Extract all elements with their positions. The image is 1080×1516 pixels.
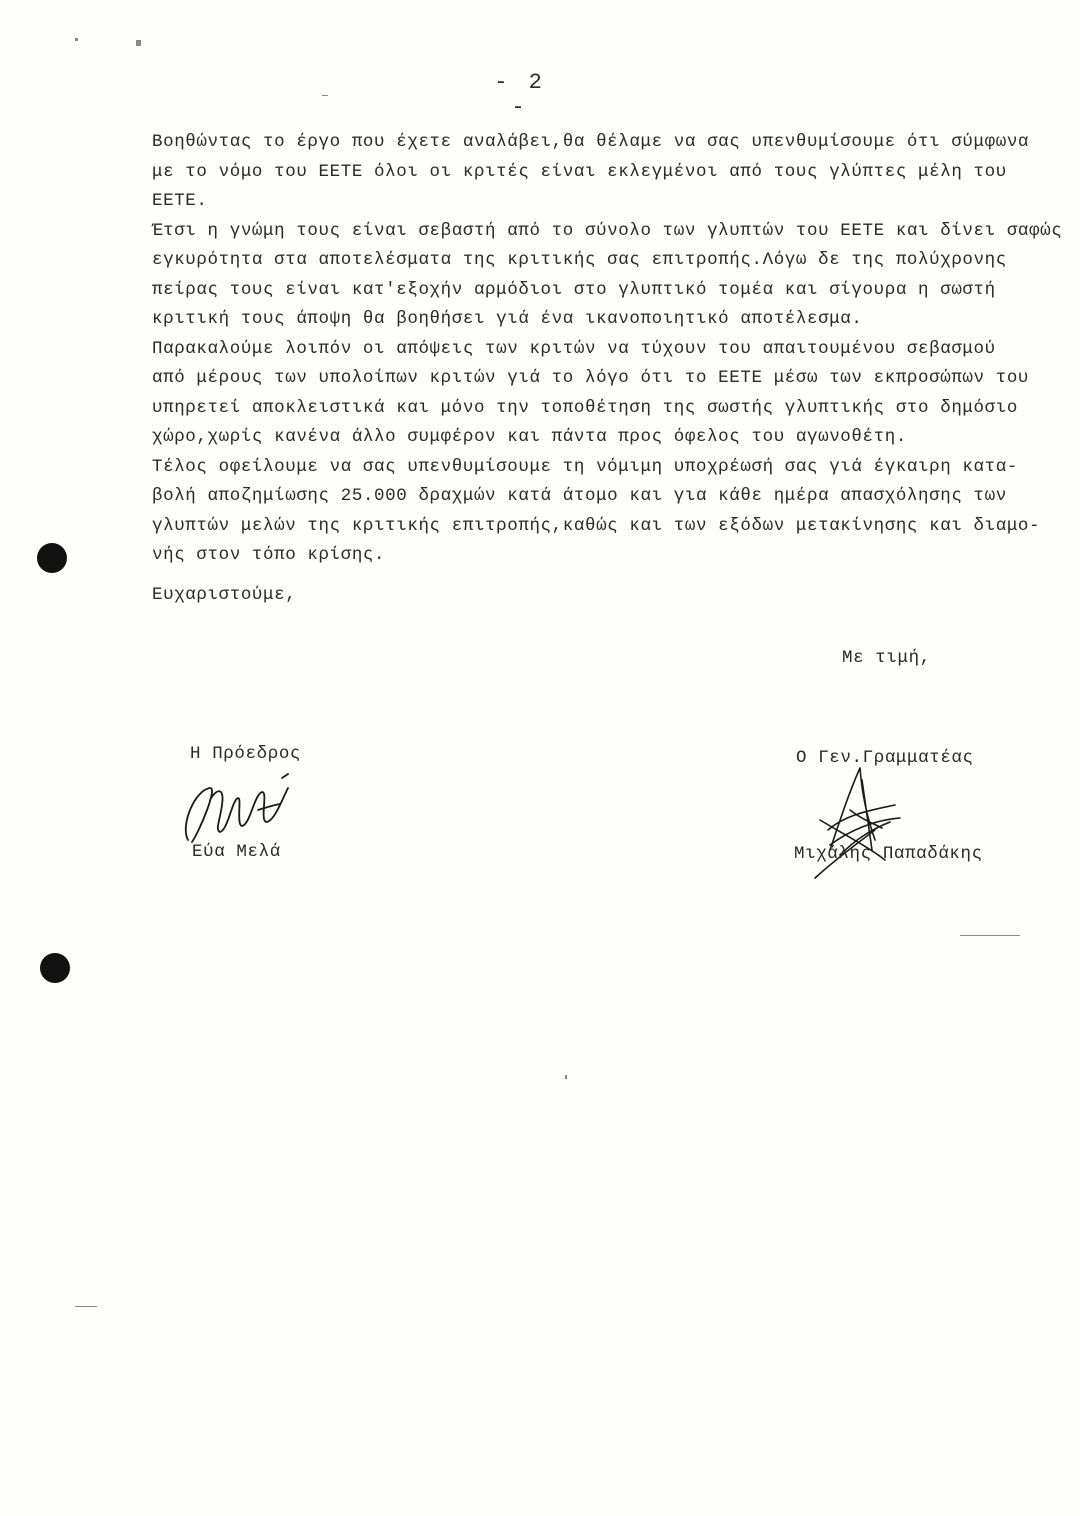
scan-speck (322, 95, 328, 96)
body-line: νής στον τόπο κρίσης. (152, 545, 386, 565)
body-line: εγκυρότητα στα αποτελέσματα της κριτικής σας επιτροπής.Λόγω δε της πολύχρονης (152, 250, 1007, 270)
body-line: Έτσι η γνώμη τους είναι σεβαστή από το σύνολο των γλυπτών του ΕΕΤΕ και δίνει σαφώς (152, 220, 1063, 241)
body-line: Βοηθώντας το έργο που έχετε αναλάβει,θα θέλαμε να σας υπενθυμίσουμε ότι σύμφωνα (152, 132, 1030, 152)
page-number: - 2 - (494, 70, 546, 120)
letter-body (152, 128, 1063, 571)
body-line: γλυπτών μελών της κριτικής επιτροπής,καθώς και των εξόδων μετακίνησης και διαμο- (152, 515, 1041, 536)
hole-punch (40, 953, 70, 983)
closing-thanks: Ευχαριστούμε, (152, 585, 297, 605)
regards: Με τιμή, (842, 648, 931, 668)
scan-speck (960, 935, 1020, 936)
body-line: πείρας τους είναι κατ'εξοχήν αρμόδιοι στο γλυπτικό τομέα και σίγουρα η σωστή (152, 279, 996, 300)
body-line: από μέρους των υπολοίπων κριτών γιά το λόγο ότι το ΕΕΤΕ μέσω των εκπροσώπων του (152, 368, 1030, 388)
scan-speck (75, 38, 78, 41)
body-line: χώρο,χωρίς κανένα άλλο συμφέρον και πάντα προς όφελος του αγωνοθέτη. (152, 427, 907, 447)
body-line: υπηρετεί αποκλειστικά και μόνο την τοποθέτηση της σωστής γλυπτικής στο δημόσιο (152, 397, 1018, 418)
secretary-signature (800, 760, 910, 890)
body-line: ΕΕΤΕ. (152, 191, 208, 211)
scan-speck (136, 40, 141, 46)
hole-punch (37, 543, 67, 573)
scan-speck (75, 1306, 97, 1307)
president-title: Η Πρόεδρος (190, 744, 302, 764)
scan-speck (565, 1075, 567, 1079)
secretary-title: Ο Γεν.Γραμματέας (796, 748, 974, 768)
president-name: Εύα Μελά (192, 842, 281, 862)
body-line: κριτική τους άποψη θα βοηθήσει γιά ένα ικανοποιητικό αποτέλεσμα. (152, 309, 863, 329)
body-line: με το νόμο του ΕΕΤΕ όλοι οι κριτές είναι εκλεγμένοι από τους γλύπτες μέλη του (152, 161, 1007, 182)
body-line: Τέλος οφείλουμε να σας υπενθυμίσουμε τη νόμιμη υποχρέωσή σας γιά έγκαιρη κατα- (152, 456, 1018, 477)
body-line: βολή αποζημίωσης 25.000 δραχμών κατά άτομο και για κάθε ημέρα απασχόλησης των (152, 486, 1007, 506)
secretary-name: Μιχάλης Παπαδάκης (794, 844, 983, 864)
body-line: Παρακαλούμε λοιπόν οι απόψεις των κριτών να τύχουν του απαιτουμένου σεβασμού (152, 338, 996, 359)
